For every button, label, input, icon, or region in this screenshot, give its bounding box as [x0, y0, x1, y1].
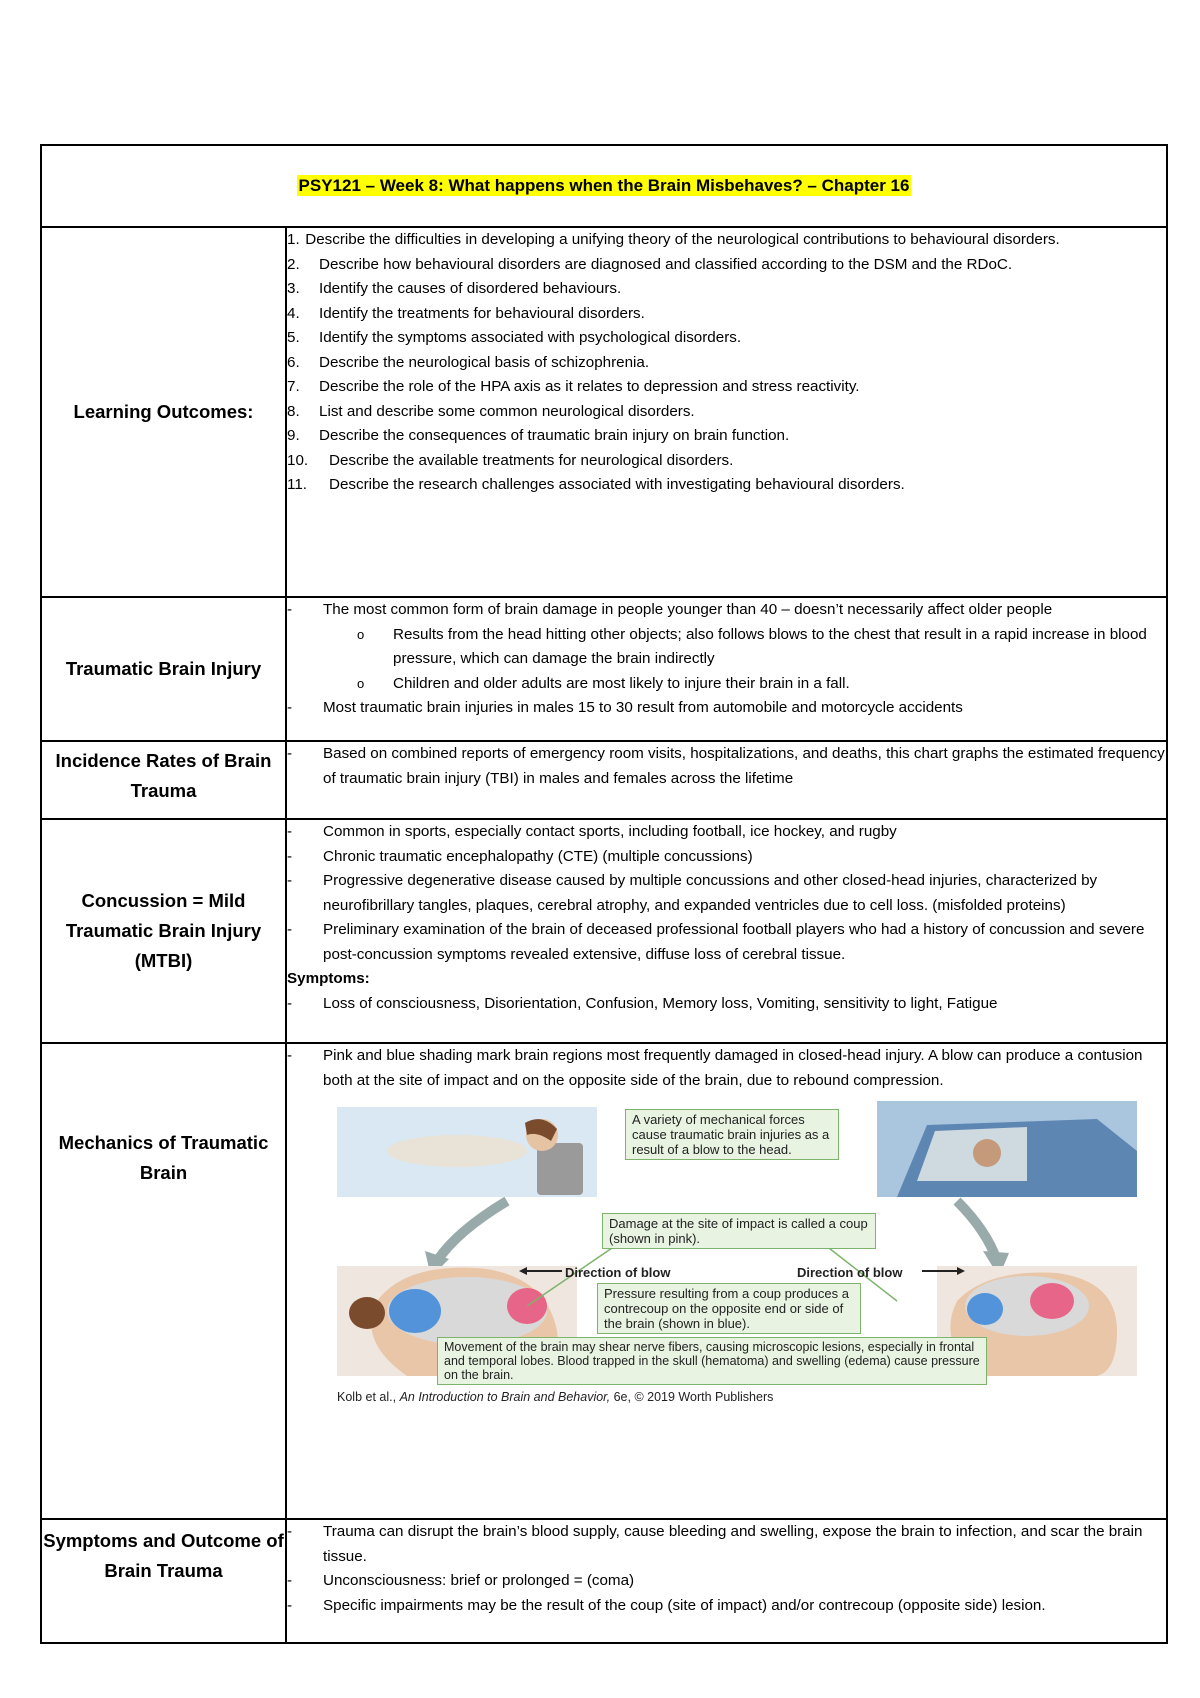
item-number: 4.	[287, 304, 300, 322]
dash-marker: -	[287, 699, 293, 716]
item-number: 7.	[287, 378, 300, 395]
item-text: Describe the difficulties in developing a unifying theory of the neurological contributions to behavioural disorders.	[305, 231, 1060, 248]
caption-coup: Damage at the site of impact is called a coup (shown in pink).	[602, 1213, 876, 1249]
item-number: 11.	[287, 476, 307, 493]
left-brain-contrecoup-region	[389, 1289, 441, 1333]
dash-marker: -	[287, 823, 293, 840]
caption-contrecoup: Pressure resulting from a coup produces a contrecoup on the opposite end or side of the brain (shown in blue).	[597, 1283, 861, 1334]
driver-head	[973, 1139, 1001, 1167]
item-text: List and describe some common neurological disorders.	[319, 402, 695, 420]
outcome-row	[41, 1519, 1167, 1643]
list-item	[287, 253, 1166, 278]
list-item	[287, 742, 1166, 791]
outcome-content	[286, 1519, 1167, 1643]
item-text: Children and older adults are most likely to injure their brain in a fall.	[393, 674, 850, 692]
concussion-content	[286, 819, 1167, 1043]
arrow-left	[437, 1201, 507, 1261]
learning-outcomes-content	[286, 227, 1167, 597]
tbi-content	[286, 597, 1167, 741]
item-text: Identify the causes of disordered behaviours.	[319, 280, 622, 297]
incidence-content	[286, 741, 1167, 819]
tbi-sublist	[287, 623, 1166, 697]
outcome-list	[287, 1520, 1166, 1618]
list-item	[287, 696, 1166, 721]
item-text: Results from the head hitting other objects; also follows blows to the chest that result in a rapid increase in blood pressure, which can damage the brain indirectly	[393, 625, 1147, 667]
concussion-list	[287, 820, 1166, 967]
item-text: Loss of consciousness, Disorientation, Confusion, Memory loss, Vomiting, sensitivity to light, Fatigue	[323, 994, 998, 1012]
list-item	[287, 1569, 1166, 1594]
list-item	[287, 845, 1166, 870]
item-text: Trauma can disrupt the brain’s blood supply, cause bleeding and swelling, expose the brain to infection, and scar the brain tissue.	[323, 1523, 1143, 1565]
dash-marker: -	[287, 994, 293, 1012]
list-item	[287, 400, 1166, 425]
concussion-label: Concussion = Mild Traumatic Brain Injury (MTBI)	[41, 819, 286, 1043]
incidence-list	[287, 742, 1166, 791]
list-item	[287, 820, 1166, 845]
list-item	[287, 449, 1166, 474]
list-item	[287, 918, 1166, 967]
dash-marker: -	[287, 1572, 293, 1589]
item-text: Describe the research challenges associated with investigating behavioural disorders.	[329, 476, 905, 493]
symptoms-list	[287, 992, 1166, 1017]
learning-outcomes-row	[41, 227, 1167, 597]
incidence-row	[41, 741, 1167, 819]
list-item	[287, 1520, 1166, 1569]
item-text: Describe the consequences of traumatic brain injury on brain function.	[319, 427, 790, 444]
list-item	[287, 992, 1166, 1017]
concussion-row	[41, 819, 1167, 1043]
item-text: Common in sports, especially contact sports, including football, ice hockey, and rugby	[323, 823, 897, 840]
credit-publisher: 6e, © 2019 Worth Publishers	[613, 1390, 774, 1404]
direction-label-left: Direction of blow	[565, 1265, 671, 1280]
right-brain-contrecoup-region	[967, 1293, 1003, 1325]
caption-forces: A variety of mechanical forces cause traumatic brain injuries as a result of a blow to the head.	[625, 1109, 839, 1160]
direction-label-right: Direction of blow	[797, 1265, 903, 1280]
list-item	[287, 375, 1166, 400]
tbi-row	[41, 597, 1167, 741]
notes-table	[40, 144, 1168, 1644]
item-number: 8.	[287, 402, 300, 420]
item-text: The most common form of brain damage in people younger than 40 – doesn’t necessarily affect older people	[323, 601, 1053, 618]
item-text: Pink and blue shading mark brain regions most frequently damaged in closed-head injury. A blow can produce a contusion both at the site of impact and on the opposite side of the brain, due to rebound compression.	[323, 1047, 1143, 1089]
item-number: 6.	[287, 353, 300, 371]
item-number: 2.	[287, 255, 300, 273]
document-page	[40, 144, 1168, 1644]
page-title: PSY121 – Week 8: What happens when the Brain Misbehaves? – Chapter 16	[298, 176, 910, 195]
list-item	[287, 598, 1166, 623]
dash-marker: -	[287, 1523, 293, 1540]
list-item	[287, 302, 1166, 327]
list-item	[287, 473, 1166, 498]
mechanics-label: Mechanics of Traumatic Brain	[41, 1043, 286, 1519]
list-item	[287, 1044, 1166, 1093]
item-text: Identify the treatments for behavioural disorders.	[319, 304, 645, 322]
item-text: Describe the available treatments for neurological disorders.	[329, 451, 734, 469]
item-text: Chronic traumatic encephalopathy (CTE) (multiple concussions)	[323, 847, 753, 865]
title-cell	[41, 145, 1167, 227]
credit-author: Kolb et al.,	[337, 1390, 397, 1404]
credit-title: An Introduction to Brain and Behavior,	[399, 1390, 611, 1404]
dash-marker: -	[287, 847, 293, 865]
tbi-mechanics-figure	[337, 1101, 1137, 1404]
item-number: 9.	[287, 427, 300, 444]
item-text: Describe how behavioural disorders are diagnosed and classified according to the DSM and the RDoC.	[319, 255, 1013, 273]
fall-scene-illustration	[337, 1107, 597, 1197]
symptoms-heading: Symptoms:	[287, 970, 370, 987]
item-text: Describe the neurological basis of schizophrenia.	[319, 353, 650, 371]
dash-marker: -	[287, 745, 293, 762]
item-number: 5.	[287, 329, 300, 346]
tbi-list	[287, 598, 1166, 623]
dash-marker: -	[287, 921, 293, 938]
dash-marker: -	[287, 1047, 293, 1064]
tbi-label: Traumatic Brain Injury	[41, 597, 286, 741]
mechanics-content	[286, 1043, 1167, 1519]
item-text: Preliminary examination of the brain of deceased professional football players who had a history of concussion and severe post-concussion symptoms revealed extensive, diffuse loss of cerebral tissue.	[323, 921, 1145, 963]
item-text: Progressive degenerative disease caused by multiple concussions and other closed-head injuries, characterized by neurofibrillary tangles, plaques, cerebral atrophy, and expanded ventricles due to cell loss. (misfolded proteins)	[323, 872, 1098, 914]
item-number: 1.	[287, 231, 300, 248]
item-text: Unconsciousness: brief or prolonged = (coma)	[323, 1572, 635, 1589]
list-item	[287, 228, 1166, 253]
circle-marker: o	[357, 675, 365, 691]
list-item	[357, 672, 1166, 697]
list-item	[287, 277, 1166, 302]
falling-person-body	[387, 1135, 527, 1167]
item-number: 10.	[287, 451, 309, 469]
item-number: 3.	[287, 280, 300, 297]
list-item	[287, 326, 1166, 351]
list-item	[357, 623, 1166, 672]
dash-marker: -	[287, 601, 293, 618]
outcome-label: Symptoms and Outcome of Brain Trauma	[41, 1519, 286, 1643]
circle-marker: o	[357, 626, 365, 642]
item-text: Based on combined reports of emergency room visits, hospitalizations, and deaths, this chart graphs the estimated frequency of traumatic brain injury (TBI) in males and females across the lifetime	[323, 745, 1165, 787]
dash-marker: -	[287, 872, 293, 889]
figure-credit	[337, 1385, 773, 1410]
incidence-label: Incidence Rates of Brain Trauma	[41, 741, 286, 819]
left-head-hair-bun	[349, 1297, 385, 1329]
car-scene-illustration	[877, 1101, 1137, 1197]
item-text: Specific impairments may be the result of the coup (site of impact) and/or contrecoup (opposite side) lesion.	[323, 1596, 1046, 1614]
caption-shear: Movement of the brain may shear nerve fibers, causing microscopic lesions, especially in frontal and temporal lobes. Blood trapped in the skull (hematoma) and swelling (edema) cause pressure on the brain.	[437, 1337, 987, 1385]
mechanics-list	[287, 1044, 1166, 1093]
list-item	[287, 869, 1166, 918]
list-item	[287, 424, 1166, 449]
tbi-list-2	[287, 696, 1166, 721]
item-text: Identify the symptoms associated with psychological disorders.	[319, 329, 742, 346]
list-item	[287, 1594, 1166, 1619]
learning-outcomes-label: Learning Outcomes:	[41, 227, 286, 597]
title-row	[41, 145, 1167, 227]
mechanics-row	[41, 1043, 1167, 1519]
list-item	[287, 351, 1166, 376]
item-text: Most traumatic brain injuries in males 15 to 30 result from automobile and motorcycle accidents	[323, 699, 963, 716]
right-brain-coup-region	[1030, 1283, 1074, 1319]
dash-marker: -	[287, 1596, 293, 1614]
learning-outcomes-list	[287, 228, 1166, 498]
item-text: Describe the role of the HPA axis as it relates to depression and stress reactivity.	[319, 378, 860, 395]
